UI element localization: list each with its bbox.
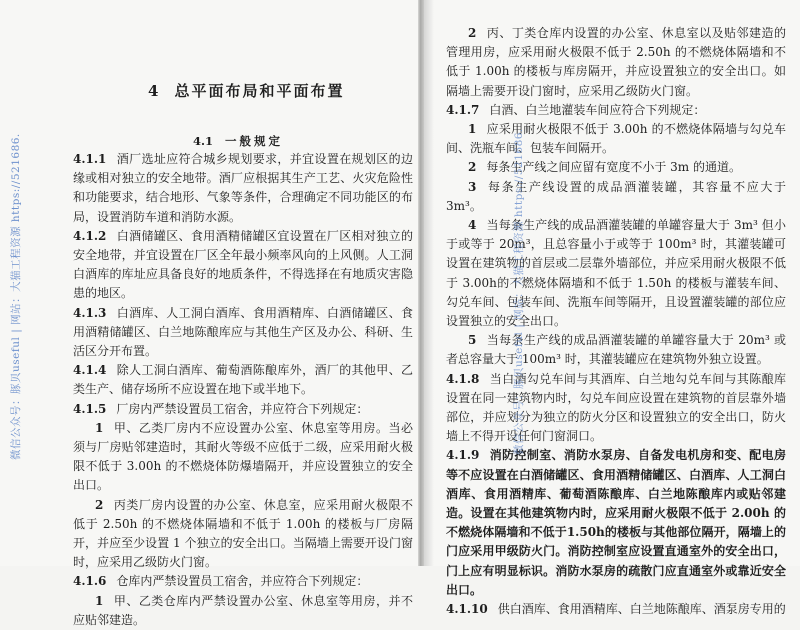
chapter-title [148,80,344,101]
clause-4-1-7-item-1: 1 应采用耐火极限不低于 3.00h 的不燃烧体隔墙与勾兑车间、洗瓶车间、包装车间隔开。 [446,122,786,156]
clause-4-1-7: 4.1.7 白酒、白兰地灌装车间应符合下列规定： [446,102,706,117]
clause-4-1-7-item-4: 4 当每条生产线的成品酒灌装罐的单罐容量大于 3m³ 但小于或等于 20m³，且总容量小于或等于 100m³ 时，其灌装罐可设置在建筑物的首层或二层靠外墙部位，并应采用耐火极限不低于 3.00h的不燃烧体隔墙和不低于 1.50h 的楼板与灌装车间、勾兑车间、包装车间、洗瓶车间等隔开，且设置灌装罐的部位应设置独立的安全出口。 [446,218,786,329]
clause-4-1-8: 4.1.8 当白酒勾兑车间与其酒库、白兰地勾兑车间与其陈酿库设置在同一建筑物内时，勾兑车间应设置在建筑物的首层靠外墙部位，并应划分为独立的防火分区和设置独立的安全出口，防火墙上不得开设任何门窗洞口。 [446,371,786,444]
clause-4-1-3: 4.1.3 白酒库、人工洞白酒库、食用酒精库、白酒储罐区、食用酒精储罐区、白兰地陈酿库应与其他生产区及办公、科研、生活区分开布置。 [73,305,413,359]
clause-4-1-2: 4.1.2 白酒储罐区、食用酒精储罐区宜设置在厂区相对独立的安全地带，并宜设置在厂区全年最小频率风向的上风侧。人工洞白酒库的库址应具备良好的地质条件，不得选择在有地质灾害隐患的地区。 [73,228,413,301]
section-number: 4.1 [193,134,214,148]
chapter-title-text: 总平面布局和平面布置 [174,82,345,100]
clause-4-1-1: 4.1.1 酒厂选址应符合城乡规划要求，并宜设置在规划区的边缘或相对独立的安全地带。酒厂应根据其生产工艺、火灾危险性和功能要求，结合地形、气象等条件，合理确定不同功能区的布局，设置消防车道和消防水源。 [73,152,413,224]
watermark-left: 微信公众号：豚贝useful | 网站：大猫工程资源 https://521686. [10,133,22,460]
clause-4-1-5: 4.1.5 厂房内严禁设置员工宿舍，并应符合下列规定： [73,401,369,416]
watermark-right: 微信公众号：豚贝useful | 网站：大猫工程资源 https://521686. [513,128,525,455]
clause-4-1-5-item-1: 1 甲、乙类厂房内不应设置办公室、休息室等用房。当必须与厂房贴邻建造时，其耐火等级不应低于二级，应采用耐火极限不低于 3.00h 的不燃烧体防爆墙隔开，并应设置独立的安全出口。 [73,420,413,493]
clause-4-1-5-item-2: 2 丙类厂房内设置的办公室、休息室，应采用耐火极限不低于 2.50h 的不燃烧体隔墙和不低于 1.00h 的楼板与厂房隔开，并应至少设置 1 个独立的安全出口。当隔墙上需要开设门窗时，应采用乙级防火门窗。 [73,497,413,570]
section-title [193,133,283,149]
clause-4-1-7-item-5: 5 当每条生产线的成品酒灌装罐的单罐容量大于 20m³ 或者总容量大于 100m³ 时，其灌装罐应在建筑物外独立设置。 [446,333,786,367]
clause-4-1-6-item-1: 1 甲、乙类仓库内严禁设置办公室、休息室等用房，并不应贴邻建造。 [73,593,413,627]
clause-4-1-10: 4.1.10 供白酒库、食用酒精库、白兰地陈酿库、酒泵房专用的 [446,602,786,617]
left-page-body [73,150,413,630]
clause-4-1-9: 4.1.9 消防控制室、消防水泵房、自备发电机房和变、配电房等不应设置在白酒储罐区、食用酒精储罐区、白酒库、人工洞白酒库、食用酒精库、葡萄酒陈酿库、白兰地陈酿库内或贴邻建造。设置在其他建筑物内时，应采用耐火极限不低于 2.00h 的不燃烧体隔墙和不低于1.50h的楼板与其他部位隔开，隔墙上的门应采用甲级防火门。消防控制室应设置直通室外的安全出口，门上应有明显标识。消防水泵房的疏散门应直通室外或靠近安全出口。 [446,448,786,597]
clause-4-1-4: 4.1.4 除人工洞白酒库、葡萄酒陈酿库外，酒厂的其他甲、乙类生产、储存场所不应设置在地下或半地下。 [73,363,413,397]
clause-4-1-6-item-2: 2 丙、丁类仓库内设置的办公室、休息室以及贴邻建造的管理用房，应采用耐火极限不低于 2.50h 的不燃烧体隔墙和不低于 1.00h 的楼板与库房隔开，并应设置独立的安全出口。如隔墙上需要开设门窗时，应采用乙级防火门窗。 [446,26,786,98]
right-page-body [446,24,786,619]
clause-4-1-7-item-3: 3 每条生产线设置的成品酒灌装罐，其容量不应大于 3m³。 [446,179,786,213]
chapter-number: 4 [148,82,161,100]
clause-4-1-6: 4.1.6 仓库内严禁设置员工宿舍，并应符合下列规定： [73,574,369,589]
section-title-text: 一般规定 [225,134,284,148]
gutter-shadow [424,0,434,566]
clause-4-1-7-item-2: 2 每条生产线之间应留有宽度不小于 3m 的通道。 [468,160,742,175]
